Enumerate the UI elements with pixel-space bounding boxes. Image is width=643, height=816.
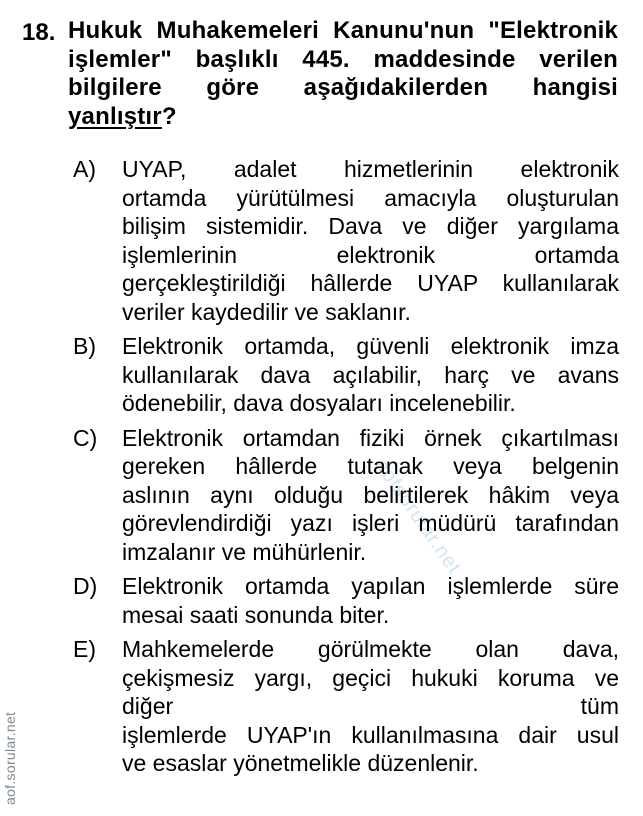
option-line: görevlendirdiği yazı işleri müdürü tarafından [122,510,619,536]
option-line: ödenebilir, dava dosyaları incelenebilir. [122,390,516,416]
question-number: 18. [22,19,56,46]
option-letter: B) [73,333,96,359]
question-line: işlemler" başlıklı 445. maddesinde verilen [68,45,618,73]
option-letter: A) [73,156,96,182]
option-line: Elektronik ortamda, güvenli elektronik imza [122,333,619,359]
option-line: gereken hâllerde tutanak veya belgenin [122,453,619,479]
option-a[interactable] [0,155,643,326]
option-line: aslının aynı olduğu belirtilerek hâkim veya [122,481,619,508]
option-b[interactable] [0,332,643,418]
option-line: Elektronik ortamda yapılan işlemlerde süre [122,573,619,599]
option-letter: D) [73,573,98,599]
question-emphasis: yanlıştır [68,102,162,130]
option-text [122,424,619,567]
question-line: Hukuk Muhakemeleri Kanunu'nun "Elektronik [68,17,618,44]
option-letter: E) [73,636,96,662]
option-text [122,635,619,778]
answer-options [0,155,643,784]
option-line: veriler kaydedilir ve saklanır. [122,298,411,325]
option-line: UYAP, adalet hizmetlerinin elektronik [122,156,619,182]
question-mark: ? [161,102,177,130]
option-line: kullanılarak dava açılabilir, harç ve avans [122,361,619,388]
question-line: bilgilere göre aşağıdakilerden hangisi [68,74,618,101]
option-line: ortamda yürütülmesi amacıyla oluşturulan [122,184,619,211]
option-line: mesai saati sonunda biter. [122,601,390,628]
option-text [122,155,619,326]
option-c[interactable] [0,424,643,567]
option-line: işlemlerde UYAP'ın kullanılmasına dair usul [122,721,619,748]
option-line: Elektronik ortamdan fiziki örnek çıkartılması [122,424,619,451]
option-text [122,332,619,418]
option-line: işlemlerinin elektronik ortamda [122,241,619,268]
option-line: imzalanır ve mühürlenir. [122,538,367,565]
diagonal-watermark: aofsorular.net [369,455,466,579]
option-line: çekişmesiz yargı, geçici hukuki koruma ve [122,664,619,691]
option-d[interactable] [0,572,643,629]
option-line: bilişim sistemidir. Dava ve diğer yargılama [122,213,619,239]
option-line: diğer tüm [122,693,619,719]
side-watermark: aof.sorular.net [2,711,18,805]
option-line: Mahkemelerde görülmekte olan dava, [122,636,619,662]
option-line: gerçekleştirildiği hâllerde UYAP kullanılarak [122,270,619,296]
question-stem [68,17,618,131]
option-e[interactable] [0,635,643,778]
option-text [122,572,619,629]
option-line: ve esaslar yönetmelikle düzenlenir. [122,750,479,776]
option-letter: C) [73,424,98,451]
question-line-last [68,103,618,132]
